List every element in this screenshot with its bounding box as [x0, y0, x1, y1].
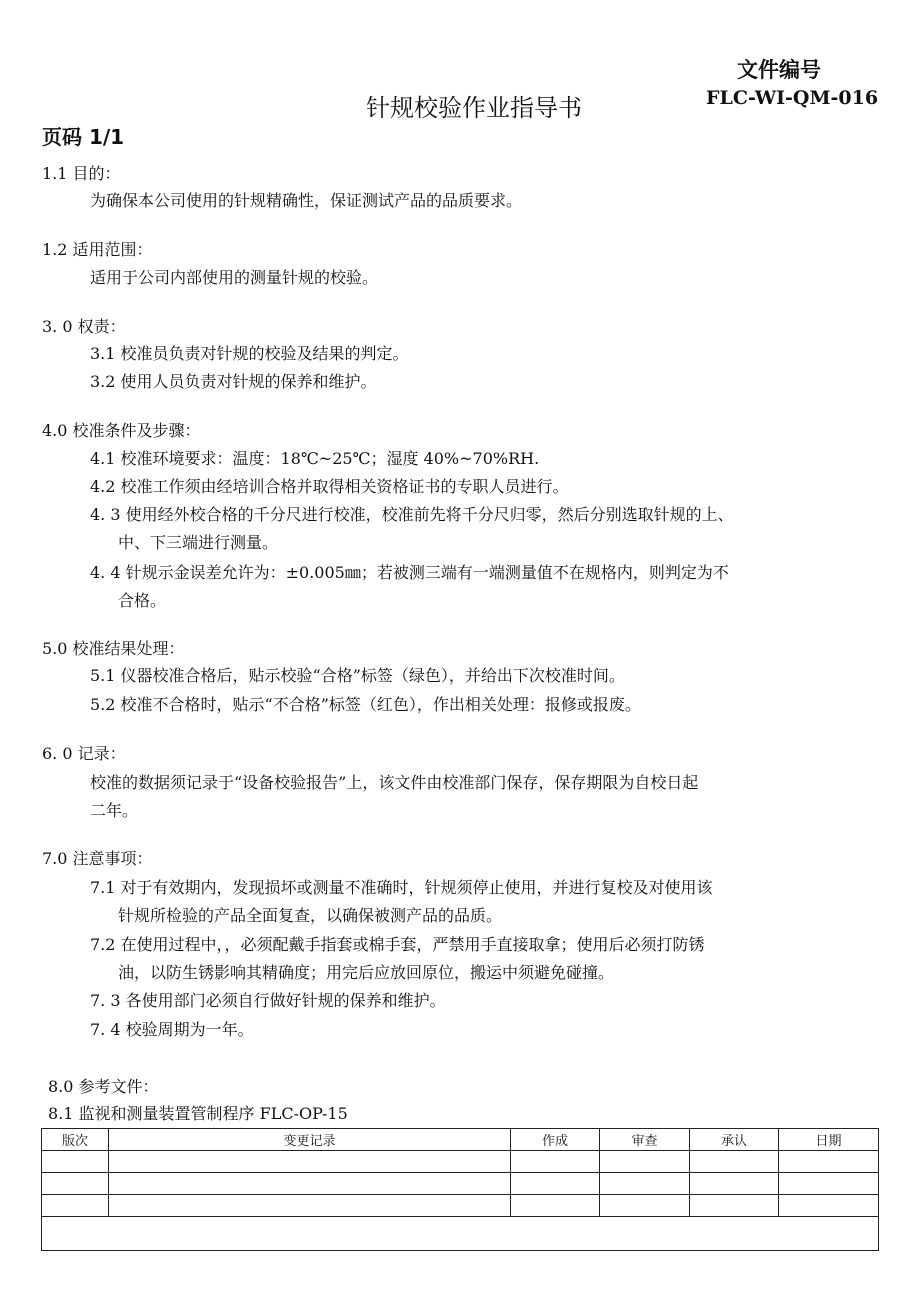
column-header-review: 审查 — [600, 1129, 690, 1151]
document-title: 针规校验作业指导书 — [366, 94, 582, 122]
column-header-date: 日期 — [779, 1129, 879, 1151]
conditions-item-continuation: 合格。 — [118, 591, 167, 610]
conditions-item: 4. 3 使用经外校合格的千分尺进行校准，校准前先将千分尺归零，然后分别选取针规的上、 — [90, 505, 734, 524]
conditions-item: 4. 4 针规示金误差允许为：±0.005㎜；若被测三端有一端测量值不在规格内，则判定为不 — [90, 563, 729, 582]
records-body-continuation: 二年。 — [90, 801, 139, 820]
page-number: 页码 1/1 — [42, 125, 125, 149]
section-references-heading: 8.0 参考文件： — [48, 1077, 159, 1096]
section-notes-heading: 7.0 注意事项： — [42, 849, 153, 868]
results-item: 5.2 校准不合格时，贴示“不合格”标签（红色），作出相关处理：报修或报废。 — [90, 695, 641, 714]
column-header-approve: 承认 — [690, 1129, 779, 1151]
column-header-version: 版次 — [42, 1129, 109, 1151]
section-purpose-body: 为确保本公司使用的针规精确性，保证测试产品的品质要求。 — [90, 191, 523, 210]
notes-item: 7. 3 各使用部门必须自行做好针规的保养和维护。 — [90, 991, 446, 1010]
notes-item-continuation: 油，以防生锈影响其精确度；用完后应放回原位，搬运中须避免碰撞。 — [118, 963, 615, 982]
column-header-author: 作成 — [511, 1129, 600, 1151]
notes-item: 7. 4 校验周期为一年。 — [90, 1020, 254, 1039]
notes-item-continuation: 针规所检验的产品全面复查，以确保被测产品的品质。 — [118, 906, 503, 925]
section-conditions-heading: 4.0 校准条件及步骤： — [42, 421, 201, 440]
section-responsibility-heading: 3. 0 权责： — [42, 317, 126, 336]
table-row — [42, 1217, 879, 1251]
table-row — [42, 1151, 879, 1173]
section-results-heading: 5.0 校准结果处理： — [42, 639, 185, 658]
revision-table-header — [42, 1129, 879, 1151]
reference-item: 8.1 监视和测量装置管制程序 FLC-OP-15 — [48, 1104, 348, 1123]
notes-item: 7.2 在使用过程中，，必须配戴手指套或棉手套，严禁用手直接取拿；使用后必须打防锈 — [90, 935, 705, 954]
records-body: 校准的数据须记录于“设备校验报告”上，该文件由校准部门保存，保存期限为自校日起 — [90, 773, 699, 792]
section-records-heading: 6. 0 记录： — [42, 744, 126, 763]
table-row — [42, 1173, 879, 1195]
notes-item: 7.1 对于有效期内，发现损坏或测量不准确时，针规须停止使用，并进行复校及对使用该 — [90, 878, 713, 897]
section-purpose-heading: 1.1 目的： — [42, 164, 121, 183]
column-header-change-record: 变更记录 — [109, 1129, 511, 1151]
table-row — [42, 1195, 879, 1217]
section-scope-heading: 1.2 适用范围： — [42, 240, 153, 259]
responsibility-item: 3.1 校准员负责对针规的校验及结果的判定。 — [90, 344, 409, 363]
conditions-item: 4.1 校准环境要求：温度：18℃~25℃；湿度 40%~70%RH. — [90, 449, 540, 468]
responsibility-item: 3.2 使用人员负责对针规的保养和维护。 — [90, 372, 377, 391]
conditions-item-continuation: 中、下三端进行测量。 — [118, 533, 279, 552]
conditions-item: 4.2 校准工作须由经培训合格并取得相关资格证书的专职人员进行。 — [90, 477, 569, 496]
document-number: FLC-WI-QM-016 — [706, 87, 879, 109]
document-number-label: 文件编号 — [737, 58, 821, 82]
section-scope-body: 适用于公司内部使用的测量针规的校验。 — [90, 268, 379, 287]
revision-table — [41, 1128, 879, 1251]
results-item: 5.1 仪器校准合格后，贴示校验“合格”标签（绿色），并给出下次校准时间。 — [90, 666, 625, 685]
